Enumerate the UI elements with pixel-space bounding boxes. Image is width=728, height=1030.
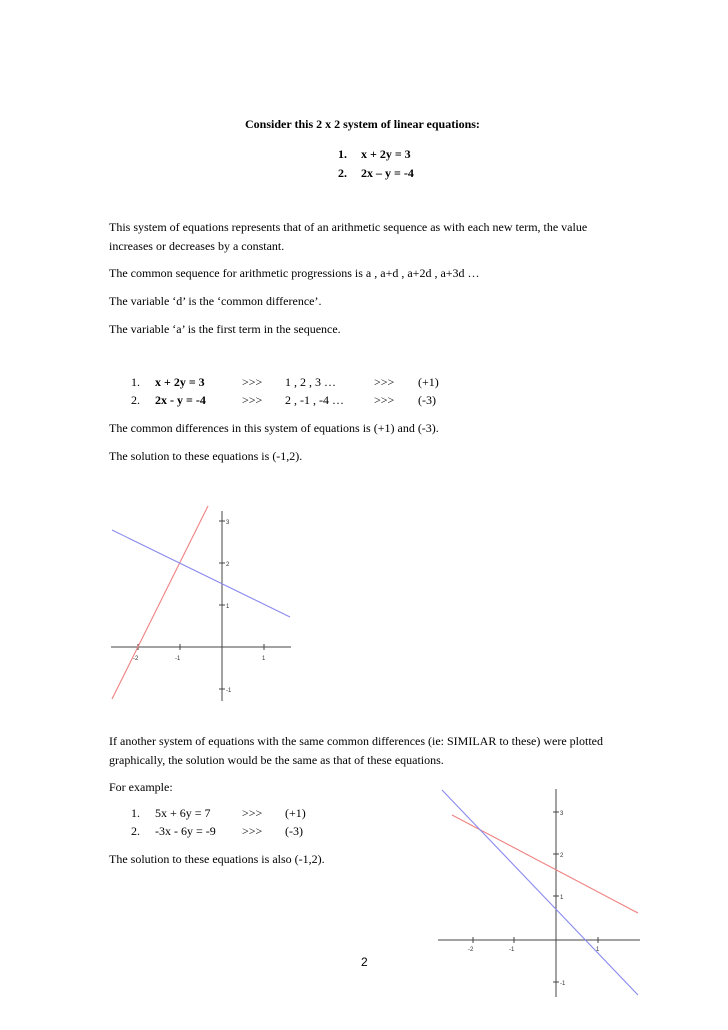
system-eq-1: x + 2y = 3 bbox=[361, 147, 411, 161]
table1-row-1-number: 1. bbox=[131, 375, 140, 389]
system-eq-2-number: 2. bbox=[338, 166, 347, 180]
table1-row-1-difference: (+1) bbox=[418, 375, 439, 389]
graph-1-y-tick-label: 3 bbox=[226, 520, 230, 526]
paragraph-arithmetic-sequence: This system of equations represents that of an arithmetic sequence as with each new term, the value increases or decreases by a constant. bbox=[109, 220, 588, 253]
graph-1-x-tick-label: -1 bbox=[175, 656, 181, 662]
table2-row-1-number: 1. bbox=[131, 806, 140, 820]
graph-2-y-tick-label: -1 bbox=[560, 981, 566, 987]
graph-1-blue-line bbox=[112, 530, 290, 617]
table1-row-1-arrow-2: >>> bbox=[374, 375, 395, 389]
graph-1 bbox=[103, 505, 303, 705]
table1-row-1-sequence: 1 , 2 , 3 … bbox=[285, 375, 336, 389]
table1-row-2-equation: 2x - y = -4 bbox=[155, 393, 206, 407]
table1-row-2-difference: (-3) bbox=[418, 393, 436, 407]
graph-2-blue-line bbox=[442, 790, 638, 995]
graph-2-x-tick-label: 1 bbox=[596, 947, 600, 953]
graph-2-x-tick-label: -1 bbox=[509, 947, 515, 953]
paragraph-common-differences: The common differences in this system of equations is (+1) and (-3). bbox=[109, 421, 439, 435]
paragraph-common-sequence: The common sequence for arithmetic progressions is a , a+d , a+2d , a+3d … bbox=[109, 266, 480, 280]
graph-2 bbox=[430, 785, 645, 1000]
page-heading: Consider this 2 x 2 system of linear equations: bbox=[245, 117, 480, 131]
graph-1-y-tick-label: -1 bbox=[226, 688, 232, 694]
table1-row-2-arrow: >>> bbox=[242, 393, 263, 407]
graph-2-x-tick-label: -2 bbox=[468, 947, 474, 953]
graph-2-y-tick-label: 2 bbox=[560, 853, 564, 859]
table2-row-1-arrow: >>> bbox=[242, 806, 263, 820]
table2-row-1-equation: 5x + 6y = 7 bbox=[155, 806, 211, 820]
paragraph-similar-systems: If another system of equations with the same common differences (ie: SIMILAR to these) were plotted graphically, the solution would be the same as that of these equations. bbox=[109, 734, 603, 767]
paragraph-common-difference: The variable ‘d’ is the ‘common difference’. bbox=[109, 294, 322, 308]
paragraph-for-example: For example: bbox=[109, 780, 173, 794]
graph-1-x-tick-label: -2 bbox=[133, 656, 139, 662]
paragraph-solution-also: The solution to these equations is also (-1,2). bbox=[109, 852, 325, 866]
graph-1-red-line bbox=[112, 506, 208, 699]
table2-row-2-equation: -3x - 6y = -9 bbox=[155, 824, 216, 838]
table1-row-1-arrow: >>> bbox=[242, 375, 263, 389]
table1-row-2-arrow-2: >>> bbox=[374, 393, 395, 407]
table2-row-2-number: 2. bbox=[131, 824, 140, 838]
table2-row-2-difference: (-3) bbox=[285, 824, 303, 838]
page-number: 2 bbox=[361, 955, 368, 969]
table1-row-1-equation: x + 2y = 3 bbox=[155, 375, 205, 389]
graph-2-y-tick-label: 3 bbox=[560, 811, 564, 817]
graph-2-y-tick-label: 1 bbox=[560, 895, 564, 901]
paragraph-solution: The solution to these equations is (-1,2). bbox=[109, 449, 303, 463]
table1-row-2-sequence: 2 , -1 , -4 … bbox=[285, 393, 344, 407]
table2-row-2-arrow: >>> bbox=[242, 824, 263, 838]
graph-1-x-tick-label: 1 bbox=[262, 656, 266, 662]
table2-row-1-difference: (+1) bbox=[285, 806, 306, 820]
table1-row-2-number: 2. bbox=[131, 393, 140, 407]
system-eq-1-number: 1. bbox=[338, 147, 347, 161]
graph-1-y-tick-label: 2 bbox=[226, 562, 230, 568]
paragraph-first-term: The variable ‘a’ is the first term in the sequence. bbox=[109, 322, 341, 336]
system-eq-2: 2x – y = -4 bbox=[361, 166, 414, 180]
graph-1-y-tick-label: 1 bbox=[226, 604, 230, 610]
